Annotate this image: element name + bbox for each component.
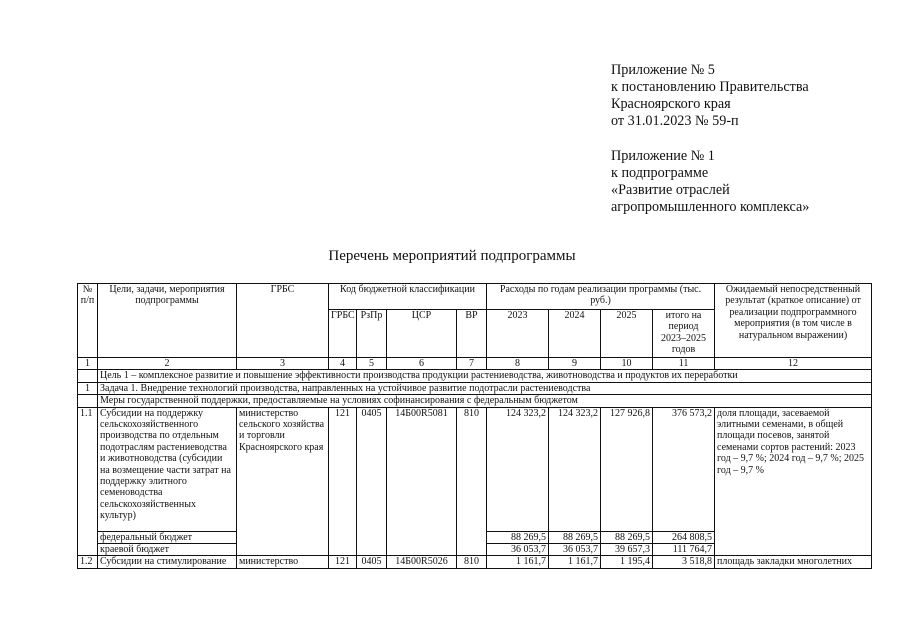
column-number: 5 xyxy=(357,358,387,370)
measure-code-grbs: 121 xyxy=(329,556,357,568)
appendix-5-line: Красноярского края xyxy=(611,96,731,112)
row-number: 1.1 xyxy=(78,407,98,556)
federal-total: 264 808,5 xyxy=(653,531,715,543)
regional-2023: 36 053,7 xyxy=(487,544,549,556)
measure-2024: 124 323,2 xyxy=(549,407,601,531)
federal-budget-label: федеральный бюджет xyxy=(98,531,237,543)
header-goals: Цели, задачи, мероприятия подпрограммы xyxy=(98,284,237,358)
measure-rzpr: 0405 xyxy=(357,407,387,556)
header-year-2023: 2023 xyxy=(487,310,549,358)
appendix-1-line: агропромышленного комплекса» xyxy=(611,199,810,215)
measure-total: 3 518,8 xyxy=(653,556,715,568)
measure-name: Субсидии на стимулирование xyxy=(98,556,237,568)
measure-2025: 1 195,4 xyxy=(601,556,653,568)
document-title: Перечень мероприятий подпрограммы xyxy=(328,248,576,264)
header-total: итого на период 2023–2025 годов xyxy=(653,310,715,358)
header-year-2025: 2025 xyxy=(601,310,653,358)
measures-table-wrapper xyxy=(77,283,872,569)
column-number: 4 xyxy=(329,358,357,370)
column-numbers-row xyxy=(78,358,872,370)
header-num: № п/п xyxy=(78,284,98,358)
measure-grbs: министерство xyxy=(237,556,329,568)
column-number: 8 xyxy=(487,358,549,370)
measure-result: площадь закладки многолетних xyxy=(715,556,872,568)
measure-2023: 124 323,2 xyxy=(487,407,549,531)
header-code-rzpr: РзПр xyxy=(357,310,387,358)
header-code-csr: ЦСР xyxy=(387,310,457,358)
appendix-1-line: «Развитие отраслей xyxy=(611,182,730,198)
task-row: Задача 1. Внедрение технологий производства, направленных на устойчивое развитие подотрасли растениеводства xyxy=(98,382,872,394)
federal-2025: 88 269,5 xyxy=(601,531,653,543)
table-row xyxy=(78,407,872,531)
measure-code-grbs: 121 xyxy=(329,407,357,556)
regional-2024: 36 053,7 xyxy=(549,544,601,556)
appendix-5-line: Приложение № 5 xyxy=(611,62,715,78)
appendix-5-line: от 31.01.2023 № 59-п xyxy=(611,113,739,129)
appendix-5-line: к постановлению Правительства xyxy=(611,79,809,95)
goal-row: Цель 1 – комплексное развитие и повышение эффективности производства продукции растениеводства, животноводства и продуктов их переработки xyxy=(98,370,872,382)
measure-result: доля площади, засеваемой элитными семенами, в общей площади посевов, занятой семенами сортов растений: 2023 год – 9,7 %; 2024 год – 9,7 %; 2025 год – 9,7 % xyxy=(715,407,872,556)
measure-total: 376 573,2 xyxy=(653,407,715,531)
column-number: 7 xyxy=(457,358,487,370)
column-number: 10 xyxy=(601,358,653,370)
appendix-1-block xyxy=(611,148,891,216)
federal-2024: 88 269,5 xyxy=(549,531,601,543)
header-year-2024: 2024 xyxy=(549,310,601,358)
appendix-5-block xyxy=(611,62,891,130)
column-number: 11 xyxy=(653,358,715,370)
appendix-1-line: к подпрограмме xyxy=(611,165,709,181)
header-expenses: Расходы по годам реализации программы (тыс. руб.) xyxy=(487,284,715,310)
header-budget-code: Код бюджетной классификации xyxy=(329,284,487,310)
appendix-1-line: Приложение № 1 xyxy=(611,148,715,164)
measures-row: Меры государственной поддержки, предоставляемые на условиях софинансирования с федеральным бюджетом xyxy=(98,395,872,407)
header-grbs: ГРБС xyxy=(237,284,329,358)
table-row xyxy=(78,556,872,568)
measure-vr: 810 xyxy=(457,556,487,568)
column-number: 3 xyxy=(237,358,329,370)
measure-vr: 810 xyxy=(457,407,487,556)
header-result: Ожидаемый непосредственный результат (краткое описание) от реализации подпрограммного мероприятия (в том числе в натуральном выражении) xyxy=(715,284,872,358)
regional-budget-label: краевой бюджет xyxy=(98,544,237,556)
measure-2025: 127 926,8 xyxy=(601,407,653,531)
task-number: 1 xyxy=(78,382,98,394)
measure-2024: 1 161,7 xyxy=(549,556,601,568)
measure-rzpr: 0405 xyxy=(357,556,387,568)
row-number: 1.2 xyxy=(78,556,98,568)
regional-2025: 39 657,3 xyxy=(601,544,653,556)
measure-name: Субсидии на поддержку сельскохозяйственного производства по отдельным подотраслям растениеводства и животноводства (субсидии на возмещение части затрат на поддержку элитного семеноводства сельскохозяйственных культур) xyxy=(98,407,237,531)
column-number: 12 xyxy=(715,358,872,370)
measure-csr: 14Б00R5026 xyxy=(387,556,457,568)
measure-2023: 1 161,7 xyxy=(487,556,549,568)
regional-total: 111 764,7 xyxy=(653,544,715,556)
measure-csr: 14Б00R5081 xyxy=(387,407,457,556)
column-number: 6 xyxy=(387,358,457,370)
measure-grbs: министерство сельского хозяйства и торговли Красноярского края xyxy=(237,407,329,556)
measures-table xyxy=(77,283,872,569)
federal-2023: 88 269,5 xyxy=(487,531,549,543)
header-code-grbs: ГРБС xyxy=(329,310,357,358)
column-number: 2 xyxy=(98,358,237,370)
column-number: 9 xyxy=(549,358,601,370)
header-code-vr: ВР xyxy=(457,310,487,358)
column-number: 1 xyxy=(78,358,98,370)
